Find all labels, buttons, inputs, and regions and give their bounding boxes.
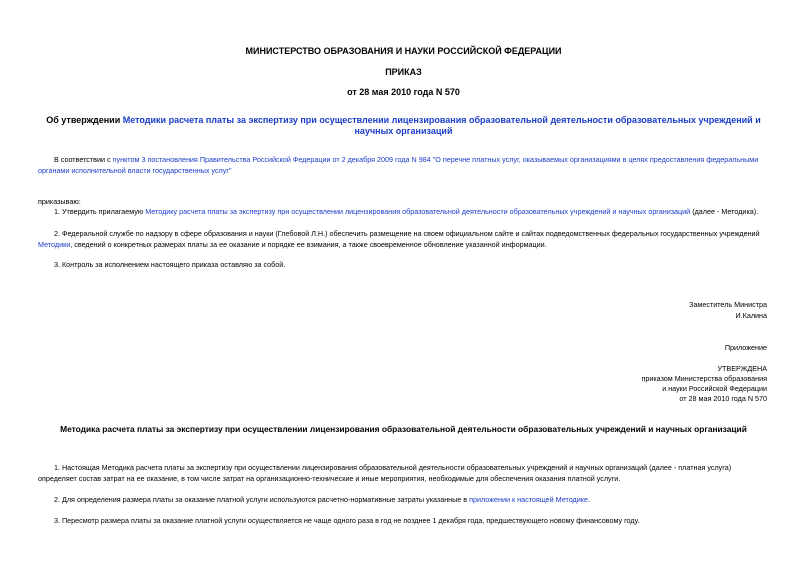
item-3: 3. Контроль за исполнением настоящего приказа оставляю за собой. <box>54 260 286 269</box>
methodology-item-2 <box>38 495 770 506</box>
appendix-line-3: от 28 мая 2010 года N 570 <box>679 394 767 403</box>
methodology-title: Методика расчета платы за экспертизу при осуществлении лицензирования образовательной деятельности образовательных учреждений и научных организаций <box>60 424 747 434</box>
appendix-line-1: приказом Министерства образования <box>641 374 767 383</box>
methodology-item-2-end: . <box>587 495 590 504</box>
signature-position: Заместитель Министра <box>689 300 767 309</box>
item-1-text-end: (далее - Методика). <box>690 207 759 216</box>
item-2 <box>38 229 770 250</box>
methodology-short-link[interactable]: Методики <box>38 239 71 249</box>
appendix-link[interactable]: приложении к настоящей Методике <box>469 495 588 504</box>
document-date-number: от 28 мая 2010 года N 570 <box>347 87 460 97</box>
methodology-title-link[interactable]: Методики расчета платы за экспертизу при осуществлении лицензирования образовательной деятельности образовательных учреждений и научных организаций <box>122 115 761 136</box>
item-2-text-end: , сведений о конкретных размерах платы за ее оказание и порядке ее взимания, а также своевременное обновление указанной информации. <box>70 239 547 249</box>
item-1-text: 1. Утвердить прилагаемую <box>54 207 146 216</box>
appendix-line-2: и науки Российской Федерации <box>662 384 767 393</box>
preamble-text: В соответствии с <box>54 155 113 164</box>
methodology-item-3: 3. Пересмотр размера платы за оказание платной услуги осуществляется не чаще одного раза в год не позднее 1 декабря года, предшествующего новому финансовому году. <box>54 516 640 525</box>
order-word: приказываю: <box>38 197 81 206</box>
preamble-paragraph <box>38 155 770 176</box>
appendix-label: Приложение <box>724 343 767 352</box>
signature-name: И.Калина <box>735 311 767 320</box>
methodology-link[interactable]: Методику расчета платы за экспертизу при осуществлении лицензирования образовательной деятельности образовательных учреждений и научных организаций <box>145 207 691 216</box>
item-1 <box>38 207 770 218</box>
document-type: ПРИКАЗ <box>385 67 422 77</box>
methodology-item-2-text: 2. Для определения размера платы за оказание платной услуги используются расчетно-нормативные затраты указанные в <box>54 495 470 504</box>
appendix-approved: УТВЕРЖДЕНА <box>717 364 767 373</box>
order-title <box>30 115 777 137</box>
methodology-item-1: 1. Настоящая Методика расчета платы за экспертизу при осуществлении лицензирования образовательной деятельности образовательных учреждений и научных организаций (далее - платная услуга) определяет состав затрат на ее оказание, в том числе затрат на организационно-технические и иные мероприятия, необходимые для обеспечения оказания платной услуги. <box>38 463 732 483</box>
item-2-text: 2. Федеральной службе по надзору в сфере образования и науки (Глебовой Л.Н.) обеспечить размещение на своем официальном сайте и сайтах подведомственных федеральных государственных учреждений <box>54 229 760 238</box>
decree-link[interactable]: пунктом 3 постановления Правительства Российской Федерации от 2 декабря 2009 года N 984 "О перечне платных услуг, оказываемых организациями в целях предоставления федеральными органами исполнительной власти государственных услуг" <box>38 155 759 175</box>
ministry-heading: МИНИСТЕРСТВО ОБРАЗОВАНИЯ И НАУКИ РОССИЙСКОЙ ФЕДЕРАЦИИ <box>245 46 562 56</box>
order-title-prefix: Об утверждении <box>46 115 123 125</box>
